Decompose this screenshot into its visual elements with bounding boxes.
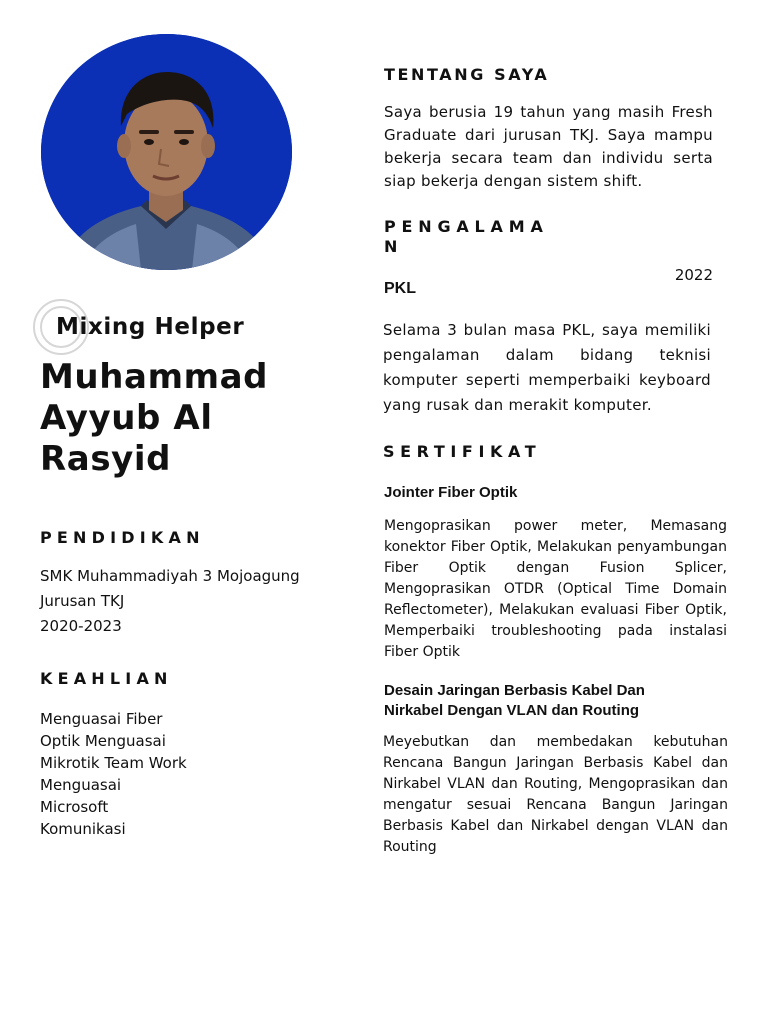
skill-line: Optik Menguasai	[40, 732, 166, 750]
skills-heading: KEAHLIAN	[40, 669, 173, 688]
education-major: Jurusan TKJ	[40, 592, 125, 610]
education-years: 2020-2023	[40, 617, 122, 635]
skill-line: Microsoft	[40, 798, 109, 816]
certificate-description: Mengoprasikan power meter, Memasang konektor Fiber Optik, Melakukan penyambungan Fiber Optik dengan Fusion Splicer, Mengoprasikan OTDR (Optical Time Domain Reflectometer), Melakukan evaluasi Fiber Optik, Memperbaiki troubleshooting pada instalasi Fiber Optik	[384, 518, 727, 660]
person-illustration	[41, 34, 292, 270]
experience-year: 2022	[674, 266, 713, 284]
skill-line: Menguasai Fiber	[40, 710, 163, 728]
certificate-description: Meyebutkan dan membedakan kebutuhan Rencana Bangun Jaringan Berbasis Kabel dan Nirkabel VLAN dan Routing, Mengoprasikan dan mengatur sesuai Rencana Bangun Jaringan Berbasis Kabel dan Nirkabel dengan VLAN dan Routing	[383, 734, 728, 855]
education-school: SMK Muhammadiyah 3 Mojoagung	[40, 567, 300, 585]
skill-line: Menguasai	[40, 776, 122, 794]
education-details	[40, 564, 300, 639]
education-heading: PENDIDIKAN	[40, 528, 205, 547]
experience-heading: PENGALAMAN	[384, 217, 549, 256]
certificate-title: Jointer Fiber Optik	[384, 484, 518, 501]
experience-title: PKL	[384, 280, 416, 297]
full-name: Muhammad Ayyub Al Rasyid	[40, 357, 269, 479]
certificate-title: Desain Jaringan Berbasis Kabel Dan Nirkabel Dengan VLAN dan Routing	[384, 682, 645, 719]
job-title: Mixing Helper	[56, 314, 245, 340]
about-heading: TENTANG SAYA	[384, 65, 550, 84]
skill-line: Komunikasi	[40, 820, 126, 838]
profile-photo	[41, 34, 292, 270]
about-text: Saya berusia 19 tahun yang masih Fresh Graduate dari jurusan TKJ. Saya mampu bekerja secara team dan individu serta siap bekerja dengan sistem shift.	[384, 103, 713, 190]
skill-line: Mikrotik Team Work	[40, 754, 187, 772]
experience-description: Selama 3 bulan masa PKL, saya memiliki pengalaman dalam bidang teknisi komputer seperti memperbaiki keyboard yang rusak dan merakit komputer.	[383, 321, 711, 414]
skills-list	[40, 708, 187, 840]
certificates-heading: SERTIFIKAT	[383, 442, 542, 461]
